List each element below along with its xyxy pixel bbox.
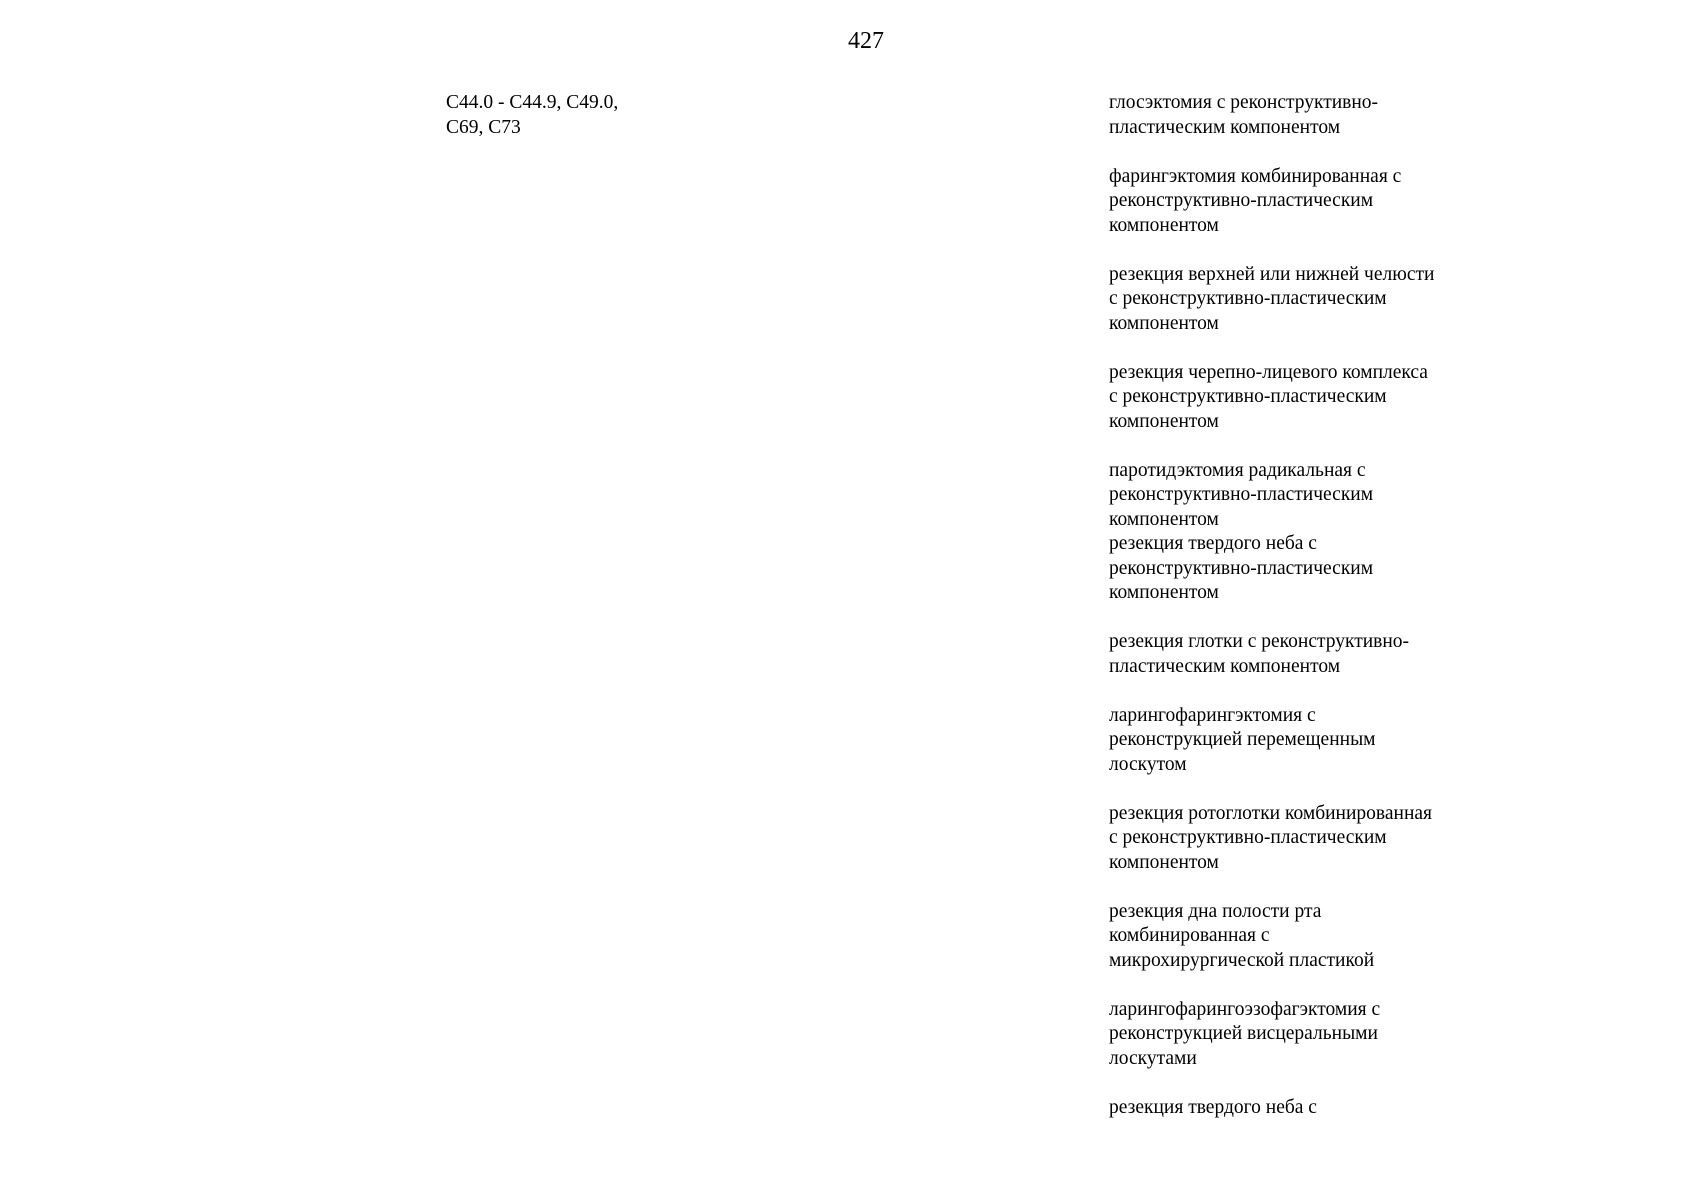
procedure-item: резекция твердого неба с (1109, 1096, 1317, 1118)
procedure-item: глосэктомия с реконструктивно- пластическим компонентом (1109, 92, 1379, 138)
procedure-list (1109, 91, 1469, 1120)
procedure-item: паротидэктомия радикальная с реконструктивно-пластическим компонентом (1109, 459, 1374, 530)
procedure-item: фарингэктомия комбинированная с реконструктивно-пластическим компонентом (1109, 165, 1402, 236)
page-number: 427 (848, 28, 884, 54)
procedure-item: резекция дна полости рта комбинированная с микрохирургической пластикой (1109, 900, 1375, 971)
diagnosis-codes: С44.0 - С44.9, С49.0, С69, С73 (446, 92, 619, 138)
procedure-item: резекция твердого неба с реконструктивно-пластическим компонентом (1109, 533, 1374, 603)
procedure-item: ларингофарингэктомия с реконструкцией перемещенным лоскутом (1109, 704, 1376, 775)
procedure-item: резекция верхней или нижней челюсти с реконструктивно-пластическим компонентом (1109, 263, 1435, 334)
procedure-item: резекция ротоглотки комбинированная с реконструктивно-пластическим компонентом (1109, 802, 1433, 873)
procedure-item: резекция глотки с реконструктивно- пластическим компонентом (1109, 631, 1410, 677)
procedure-item: ларингофарингоэзофагэктомия с реконструкцией висцеральными лоскутами (1109, 998, 1381, 1069)
procedure-item: резекция черепно-лицевого комплекса с реконструктивно-пластическим компонентом (1109, 361, 1428, 432)
